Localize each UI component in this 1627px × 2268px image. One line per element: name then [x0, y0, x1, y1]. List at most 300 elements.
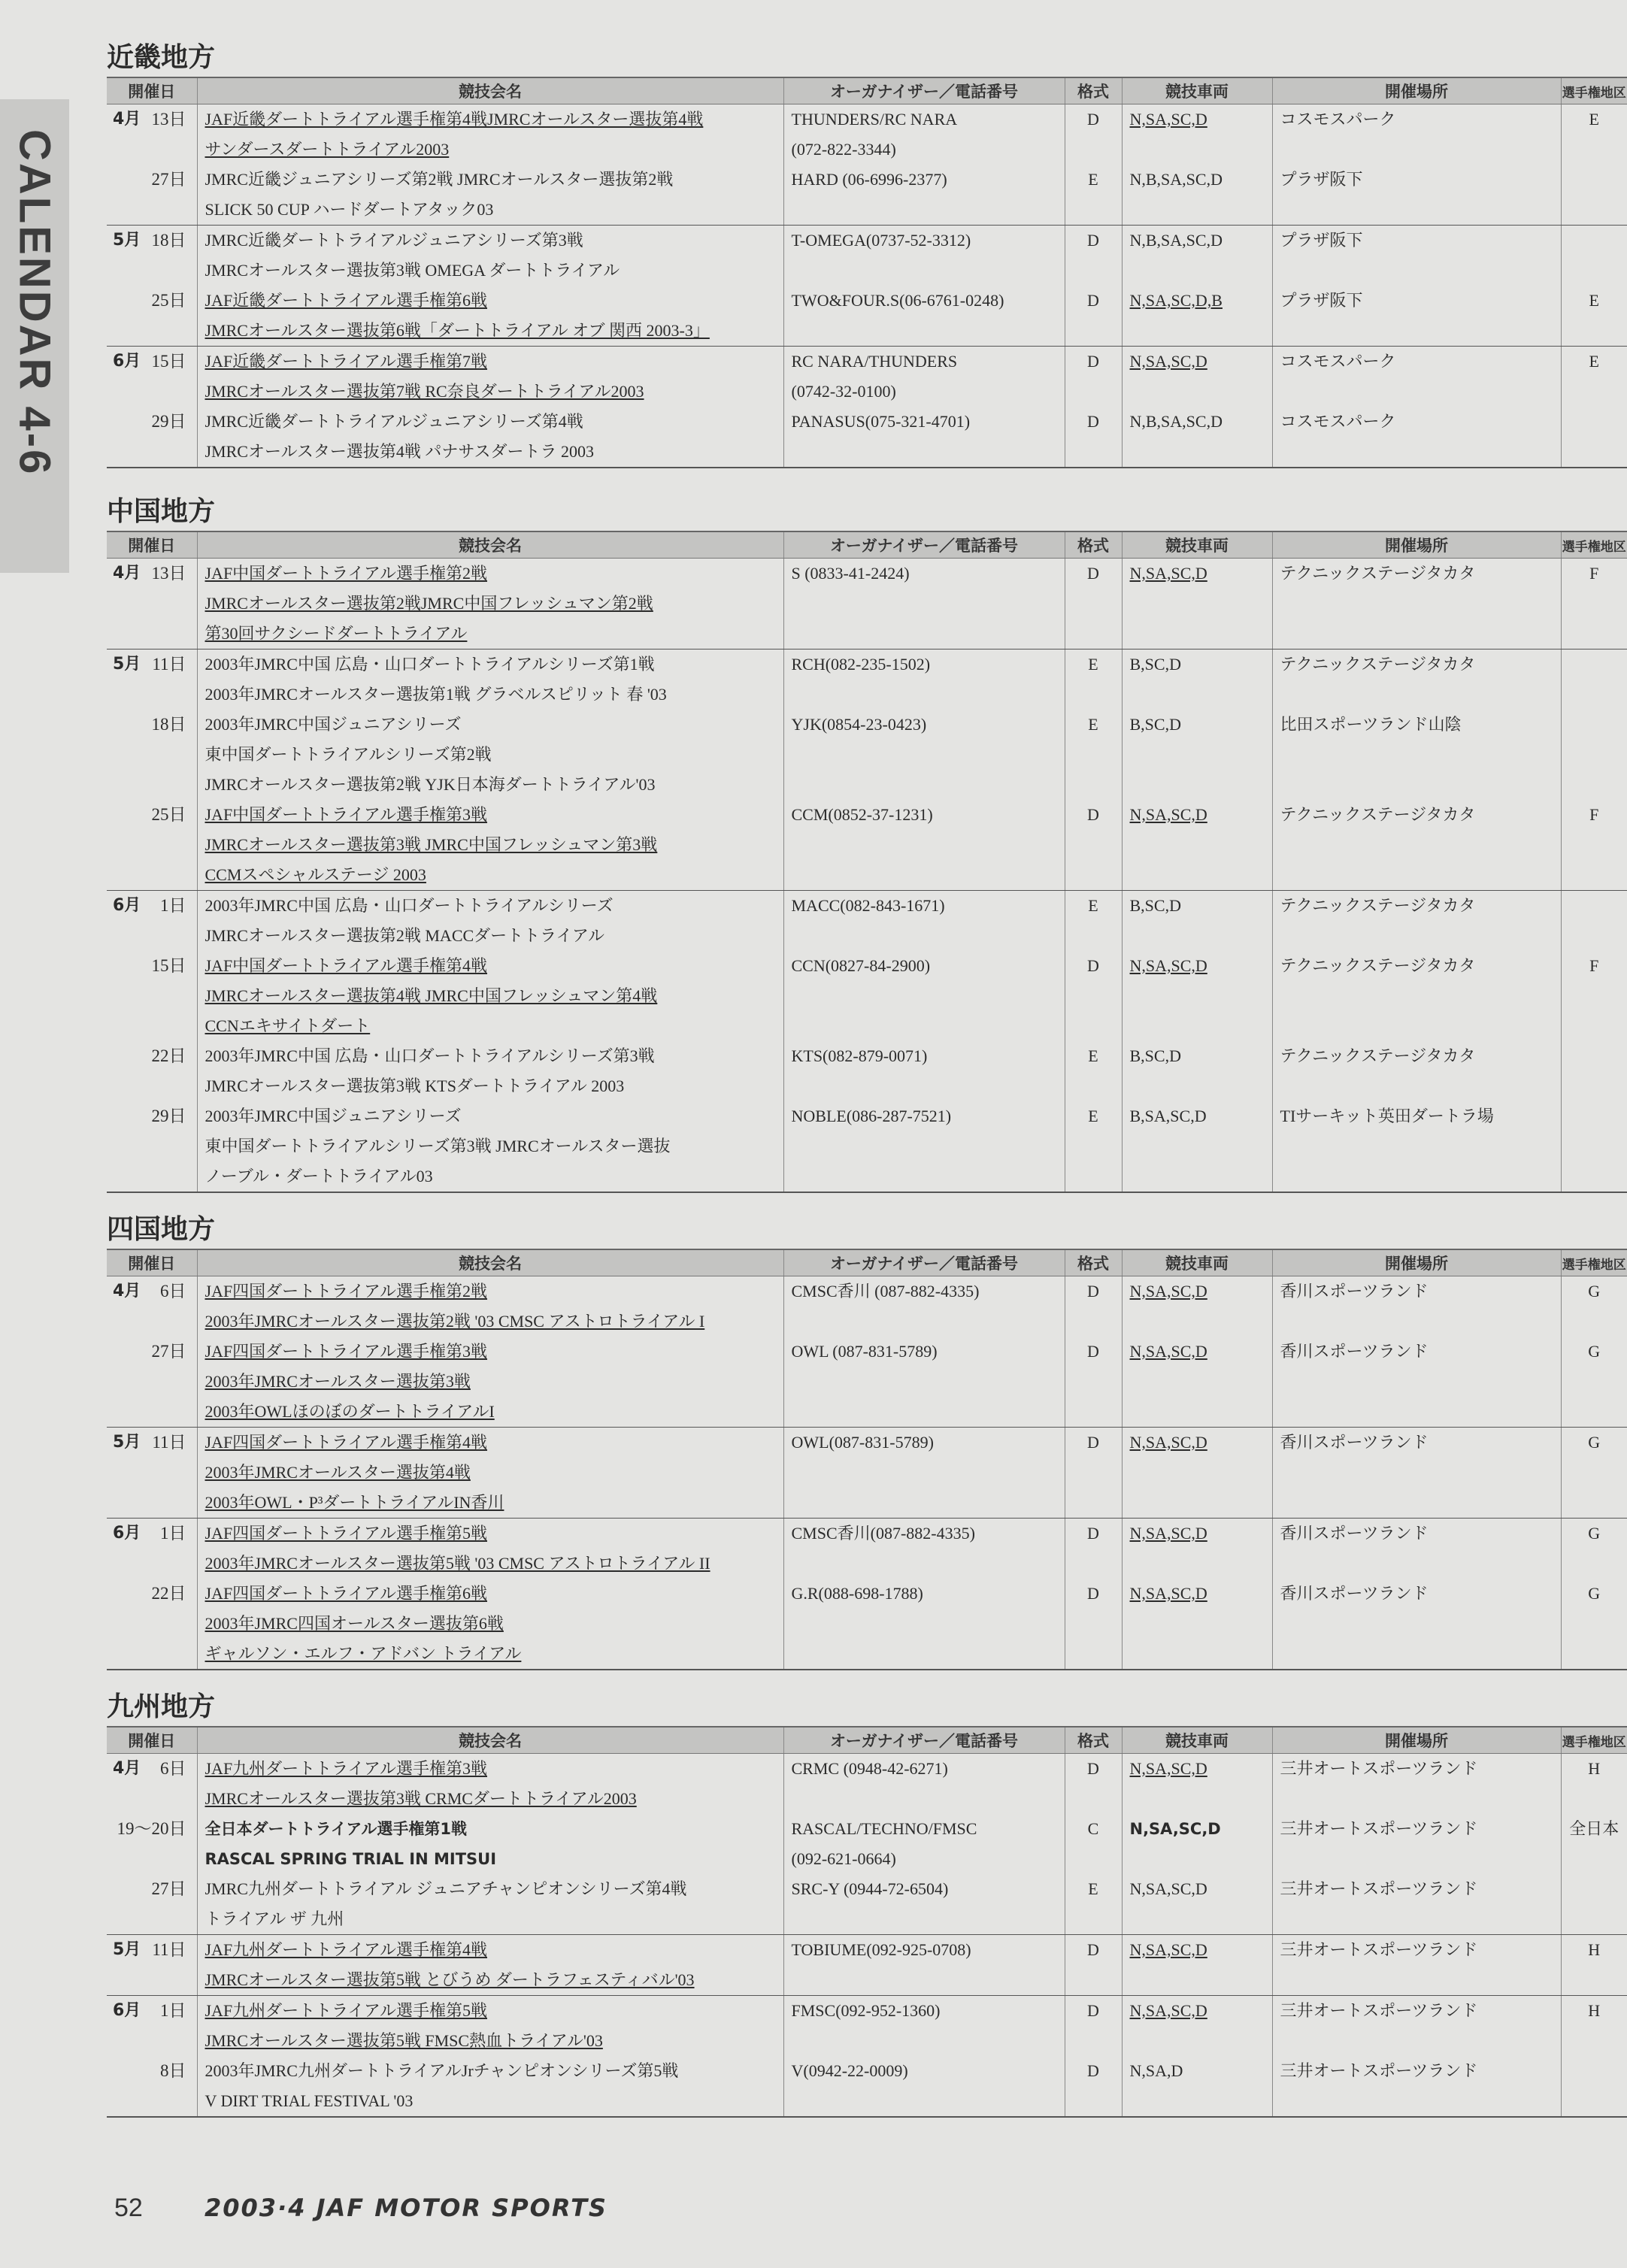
- event-name: 2003年JMRCオールスター選抜第3戦: [205, 1372, 471, 1391]
- venue-cell: [1272, 1041, 1561, 1101]
- date-cell: [107, 2056, 197, 2117]
- column-header: 開催日: [107, 1727, 197, 1754]
- event-name: 2003年JMRC九州ダートトライアルJrチャンピオンシリーズ第5戦: [205, 2061, 679, 2080]
- event-venue: コスモスパーク: [1280, 412, 1396, 431]
- table-row: [107, 951, 1627, 1041]
- event-name-cell: [197, 1428, 783, 1519]
- vehicle-classes: N,SA,D: [1129, 2061, 1183, 2080]
- event-date: [107, 347, 197, 377]
- area-cell: [1561, 891, 1627, 952]
- vehicle-classes: N,SA,SC,D: [1129, 2001, 1207, 2020]
- organizer-cell: [783, 2056, 1065, 2117]
- table-row: [107, 1337, 1627, 1428]
- venue-cell: [1272, 407, 1561, 468]
- organizer-phone: FMSC(092-952-1360): [791, 2001, 941, 2020]
- event-date: [107, 951, 197, 981]
- event-day: 1日: [160, 896, 186, 915]
- column-header: オーガナイザー／電話番号: [783, 1249, 1065, 1276]
- organizer-cell: [783, 1754, 1065, 1815]
- column-header: 選手権地区: [1561, 77, 1627, 104]
- event-name-cell: [197, 104, 783, 165]
- organizer-cell: [783, 165, 1065, 226]
- event-day: 19～20日: [117, 1819, 186, 1838]
- organizer-cell: [783, 1101, 1065, 1192]
- format-cell: [1065, 710, 1122, 800]
- event-format: D: [1087, 805, 1099, 824]
- vehicle-cell: [1122, 1814, 1272, 1874]
- vehicle-classes: N,SA,SC,D: [1129, 1342, 1207, 1361]
- event-date: [107, 2056, 197, 2086]
- event-name: JAF近畿ダートトライアル選手権第4戦JMRCオールスター選抜第4戦: [205, 110, 704, 129]
- event-date: [107, 407, 197, 437]
- organizer-phone: RCH(082-235-1502): [791, 655, 931, 674]
- vehicle-cell: [1122, 1874, 1272, 1935]
- column-header: 競技会名: [197, 531, 783, 559]
- venue-cell: [1272, 800, 1561, 891]
- event-venue: 比田スポーツランド山陰: [1280, 715, 1462, 734]
- header-row: [107, 1727, 1627, 1754]
- vehicle-cell: [1122, 347, 1272, 407]
- vehicle-classes: B,SC,D: [1129, 655, 1181, 674]
- vehicle-cell: [1122, 1935, 1272, 1996]
- event-name: JAF近畿ダートトライアル選手権第7戦: [205, 352, 487, 371]
- date-cell: [107, 1101, 197, 1192]
- region-title: 四国地方: [107, 1214, 216, 1245]
- venue-cell: [1272, 1428, 1561, 1519]
- event-month: 5月: [113, 1433, 141, 1452]
- organizer-phone: T-OMEGA(0737-52-3312): [791, 231, 971, 250]
- column-header: 競技会名: [197, 1249, 783, 1276]
- table-row: [107, 1935, 1627, 1996]
- vehicle-classes: B,SC,D: [1129, 1046, 1181, 1065]
- event-name: JMRCオールスター選抜第3戦 JMRC中国フレッシュマン第3戦: [205, 835, 658, 854]
- event-name: 2003年JMRCオールスター選抜第5戦 '03 CMSC アストロトライアル II: [205, 1554, 710, 1573]
- event-format: E: [1088, 896, 1098, 915]
- championship-area: F: [1589, 956, 1599, 975]
- event-name-cell: [197, 1754, 783, 1815]
- event-day: 15日: [151, 352, 186, 371]
- event-date: [107, 104, 197, 135]
- format-cell: [1065, 1337, 1122, 1428]
- vehicle-classes: B,SC,D: [1129, 715, 1181, 734]
- event-name: JMRCオールスター選抜第2戦 YJK日本海ダートトライアル'03: [205, 775, 656, 794]
- organizer-phone: MACC(082-843-1671): [791, 896, 945, 915]
- championship-area: 全日本: [1569, 1819, 1619, 1838]
- event-day: 13日: [151, 110, 186, 129]
- event-name: SLICK 50 CUP ハードダートアタック03: [205, 200, 494, 219]
- side-tab-label: CALENDAR 4-6: [10, 129, 59, 477]
- event-date: [107, 1874, 197, 1904]
- table-row: [107, 1996, 1627, 2057]
- vehicle-cell: [1122, 226, 1272, 286]
- event-day: 25日: [151, 291, 186, 310]
- area-cell: [1561, 1519, 1627, 1579]
- organizer-phone: (0742-32-0100): [791, 382, 896, 401]
- date-cell: [107, 286, 197, 347]
- table-row: [107, 2056, 1627, 2117]
- event-name: 2003年JMRC四国オールスター選抜第6戦: [205, 1614, 504, 1633]
- event-venue: 三井オートスポーツランド: [1280, 1819, 1478, 1838]
- event-name: ギャルソン・エルフ・アドバン トライアル: [205, 1644, 522, 1663]
- venue-cell: [1272, 1935, 1561, 1996]
- event-name: JAF九州ダートトライアル選手権第3戦: [205, 1759, 487, 1778]
- vehicle-cell: [1122, 104, 1272, 165]
- event-day: 11日: [152, 655, 186, 674]
- date-cell: [107, 1519, 197, 1579]
- header-row: [107, 77, 1627, 104]
- event-day: 6日: [160, 1282, 186, 1301]
- format-cell: [1065, 165, 1122, 226]
- event-name: 2003年JMRC中国 広島・山口ダートトライアルシリーズ第3戦: [205, 1046, 655, 1065]
- event-day: 11日: [152, 1433, 186, 1452]
- organizer-phone: PANASUS(075-321-4701): [791, 412, 971, 431]
- organizer-cell: [783, 1428, 1065, 1519]
- venue-cell: [1272, 286, 1561, 347]
- date-cell: [107, 1337, 197, 1428]
- event-name: サンダースダートトライアル2003: [205, 140, 450, 159]
- event-name: V DIRT TRIAL FESTIVAL '03: [205, 2091, 414, 2110]
- event-format: D: [1087, 1433, 1099, 1452]
- event-day: 15日: [151, 956, 186, 975]
- format-cell: [1065, 1996, 1122, 2057]
- event-month: 5月: [113, 1940, 141, 1959]
- event-name: JAF中国ダートトライアル選手権第3戦: [205, 805, 487, 824]
- event-venue: プラザ阪下: [1280, 231, 1363, 250]
- date-cell: [107, 165, 197, 226]
- column-header: オーガナイザー／電話番号: [783, 531, 1065, 559]
- column-header: 格式: [1065, 531, 1122, 559]
- organizer-phone: (072-822-3344): [791, 140, 896, 159]
- championship-area: G: [1588, 1433, 1601, 1452]
- organizer-phone: CMSC香川(087-882-4335): [791, 1524, 975, 1543]
- event-day: 11日: [152, 1940, 186, 1959]
- event-name-cell: [197, 559, 783, 650]
- date-cell: [107, 104, 197, 165]
- event-name: 2003年OWL・P³ダートトライアルIN香川: [205, 1493, 504, 1512]
- event-name-cell: [197, 1579, 783, 1670]
- column-header: 選手権地区: [1561, 1249, 1627, 1276]
- date-cell: [107, 559, 197, 650]
- venue-cell: [1272, 1519, 1561, 1579]
- event-name: 2003年JMRC中国 広島・山口ダートトライアルシリーズ第1戦: [205, 655, 655, 674]
- column-header: 選手権地区: [1561, 1727, 1627, 1754]
- event-date: [107, 559, 197, 589]
- area-cell: [1561, 1428, 1627, 1519]
- calendar-table: [107, 77, 1627, 468]
- organizer-phone: OWL (087-831-5789): [791, 1342, 938, 1361]
- header-row: [107, 1249, 1627, 1276]
- event-venue: 三井オートスポーツランド: [1280, 2001, 1478, 2020]
- event-venue: 香川スポーツランド: [1280, 1433, 1429, 1452]
- format-cell: [1065, 1814, 1122, 1874]
- format-cell: [1065, 1276, 1122, 1337]
- event-name: JAF九州ダートトライアル選手権第5戦: [205, 2001, 487, 2020]
- championship-area: E: [1589, 352, 1599, 371]
- format-cell: [1065, 559, 1122, 650]
- event-format: D: [1087, 564, 1099, 583]
- event-name: 2003年OWLほのぼのダートトライアルI: [205, 1402, 495, 1421]
- event-name-cell: [197, 891, 783, 952]
- event-venue: コスモスパーク: [1280, 352, 1396, 371]
- table-row: [107, 1428, 1627, 1519]
- event-name: JAF四国ダートトライアル選手権第4戦: [205, 1433, 487, 1452]
- event-name-cell: [197, 286, 783, 347]
- event-format: D: [1087, 110, 1099, 129]
- event-name: CCMスペシャルステージ 2003: [205, 865, 426, 884]
- event-day: 29日: [151, 1107, 186, 1125]
- event-month: 4月: [113, 1759, 141, 1778]
- event-name-cell: [197, 1874, 783, 1935]
- column-header: 開催日: [107, 1249, 197, 1276]
- header-row: [107, 531, 1627, 559]
- organizer-cell: [783, 710, 1065, 800]
- event-date: [107, 1519, 197, 1549]
- event-format: E: [1088, 170, 1098, 189]
- event-format: D: [1087, 1759, 1099, 1778]
- event-name: JMRCオールスター選抜第5戦 とびうめ ダートラフェスティバル'03: [205, 1970, 695, 1989]
- championship-area: G: [1588, 1282, 1601, 1301]
- vehicle-classes: N,SA,SC,D,B: [1129, 291, 1223, 310]
- event-name: RASCAL SPRING TRIAL IN MITSUI: [205, 1850, 497, 1868]
- table-row: [107, 226, 1627, 286]
- event-day: 1日: [160, 1524, 186, 1543]
- event-date: [107, 710, 197, 740]
- event-venue: 香川スポーツランド: [1280, 1584, 1429, 1603]
- event-date: [107, 286, 197, 316]
- venue-cell: [1272, 710, 1561, 800]
- event-date: [107, 1814, 197, 1844]
- organizer-phone: YJK(0854-23-0423): [791, 715, 927, 734]
- column-header: 格式: [1065, 1249, 1122, 1276]
- event-name: 東中国ダートトライアルシリーズ第3戦 JMRCオールスター選抜: [205, 1137, 671, 1155]
- event-name: JAF四国ダートトライアル選手権第2戦: [205, 1282, 487, 1301]
- organizer-cell: [783, 1579, 1065, 1670]
- championship-area: F: [1589, 805, 1599, 824]
- table-row: [107, 347, 1627, 407]
- event-venue: テクニックステージタカタ: [1280, 805, 1476, 824]
- event-name-cell: [197, 165, 783, 226]
- region-title: 九州地方: [107, 1691, 216, 1722]
- vehicle-classes: B,SA,SC,D: [1129, 1107, 1207, 1125]
- vehicle-classes: B,SC,D: [1129, 896, 1181, 915]
- event-name: JMRC九州ダートトライアル ジュニアチャンピオンシリーズ第4戦: [205, 1879, 687, 1898]
- vehicle-cell: [1122, 1276, 1272, 1337]
- organizer-cell: [783, 1041, 1065, 1101]
- event-date: [107, 650, 197, 680]
- event-format: D: [1087, 291, 1099, 310]
- vehicle-classes: N,SA,SC,D: [1129, 1940, 1207, 1959]
- area-cell: [1561, 2056, 1627, 2117]
- event-day: 27日: [151, 1879, 186, 1898]
- table-row: [107, 650, 1627, 710]
- page-number: 52: [114, 2194, 143, 2222]
- vehicle-classes: N,SA,SC,D: [1129, 805, 1207, 824]
- organizer-phone: V(0942-22-0009): [791, 2061, 908, 2080]
- event-day: 22日: [151, 1046, 186, 1065]
- area-cell: [1561, 710, 1627, 800]
- event-name: JMRC近畿ダートトライアルジュニアシリーズ第3戦: [205, 231, 583, 250]
- date-cell: [107, 1579, 197, 1670]
- column-header: 選手権地区: [1561, 531, 1627, 559]
- event-name: 2003年JMRC中国 広島・山口ダートトライアルシリーズ: [205, 896, 614, 915]
- event-name: トライアル ザ 九州: [205, 1909, 344, 1928]
- event-date: [107, 800, 197, 830]
- venue-cell: [1272, 2056, 1561, 2117]
- calendar-table: [107, 1726, 1627, 2118]
- column-header: 競技会名: [197, 1727, 783, 1754]
- vehicle-classes: N,SA,SC,D: [1129, 1820, 1221, 1838]
- date-cell: [107, 1874, 197, 1935]
- area-cell: [1561, 1935, 1627, 1996]
- championship-area: H: [1588, 1759, 1601, 1778]
- event-name: JMRCオールスター選抜第3戦 CRMCダートトライアル2003: [205, 1789, 637, 1808]
- vehicle-cell: [1122, 1519, 1272, 1579]
- area-cell: [1561, 650, 1627, 710]
- area-cell: [1561, 104, 1627, 165]
- event-format: C: [1087, 1819, 1099, 1838]
- vehicle-cell: [1122, 1579, 1272, 1670]
- column-header: 競技車両: [1122, 531, 1272, 559]
- event-venue: テクニックステージタカタ: [1280, 956, 1476, 975]
- event-name: ノーブル・ダートトライアル03: [205, 1167, 433, 1185]
- venue-cell: [1272, 165, 1561, 226]
- venue-cell: [1272, 951, 1561, 1041]
- event-format: E: [1088, 655, 1098, 674]
- organizer-phone: G.R(088-698-1788): [791, 1584, 923, 1603]
- event-name-cell: [197, 710, 783, 800]
- format-cell: [1065, 891, 1122, 952]
- table-row: [107, 710, 1627, 800]
- championship-area: H: [1588, 2001, 1601, 2020]
- column-header: 競技車両: [1122, 1249, 1272, 1276]
- event-name: JAF近畿ダートトライアル選手権第6戦: [205, 291, 487, 310]
- magazine-title: 2003·4 JAF MOTOR SPORTS: [205, 2194, 607, 2222]
- event-day: 27日: [151, 170, 186, 189]
- event-date: [107, 1996, 197, 2026]
- event-day: 22日: [151, 1584, 186, 1603]
- vehicle-cell: [1122, 1996, 1272, 2057]
- vehicle-cell: [1122, 891, 1272, 952]
- vehicle-classes: N,B,SA,SC,D: [1129, 412, 1223, 431]
- vehicle-cell: [1122, 710, 1272, 800]
- area-cell: [1561, 800, 1627, 891]
- area-cell: [1561, 286, 1627, 347]
- table-row: [107, 165, 1627, 226]
- event-date: [107, 1101, 197, 1131]
- event-venue: 三井オートスポーツランド: [1280, 1940, 1478, 1959]
- event-name-cell: [197, 407, 783, 468]
- event-venue: 香川スポーツランド: [1280, 1342, 1429, 1361]
- date-cell: [107, 951, 197, 1041]
- event-date: [107, 1428, 197, 1458]
- date-cell: [107, 226, 197, 286]
- table-row: [107, 1814, 1627, 1874]
- vehicle-classes: N,SA,SC,D: [1129, 110, 1207, 129]
- date-cell: [107, 710, 197, 800]
- event-date: [107, 1276, 197, 1307]
- event-day: 18日: [151, 231, 186, 250]
- event-name: JAF九州ダートトライアル選手権第4戦: [205, 1940, 487, 1959]
- date-cell: [107, 800, 197, 891]
- date-cell: [107, 347, 197, 407]
- event-format: E: [1088, 1046, 1098, 1065]
- event-date: [107, 1935, 197, 1965]
- area-cell: [1561, 951, 1627, 1041]
- event-name-cell: [197, 2056, 783, 2117]
- event-name: 第30回サクシードダートトライアル: [205, 624, 468, 643]
- venue-cell: [1272, 891, 1561, 952]
- event-venue: プラザ阪下: [1280, 291, 1363, 310]
- championship-area: E: [1589, 291, 1599, 310]
- date-cell: [107, 407, 197, 468]
- event-month: 5月: [113, 231, 141, 250]
- event-month: 4月: [113, 564, 141, 583]
- vehicle-classes: N,SA,SC,D: [1129, 956, 1207, 975]
- column-header: 競技車両: [1122, 77, 1272, 104]
- event-format: E: [1088, 1879, 1098, 1898]
- area-cell: [1561, 1041, 1627, 1101]
- event-date: [107, 1579, 197, 1609]
- organizer-phone: CCN(0827-84-2900): [791, 956, 931, 975]
- vehicle-cell: [1122, 286, 1272, 347]
- event-venue: 三井オートスポーツランド: [1280, 2061, 1478, 2080]
- championship-area: G: [1588, 1584, 1601, 1603]
- event-name: JAF四国ダートトライアル選手権第5戦: [205, 1524, 487, 1543]
- event-name: 2003年JMRC中国ジュニアシリーズ: [205, 1107, 462, 1125]
- column-header: 競技車両: [1122, 1727, 1272, 1754]
- format-cell: [1065, 104, 1122, 165]
- event-venue: テクニックステージタカタ: [1280, 1046, 1476, 1065]
- organizer-cell: [783, 1337, 1065, 1428]
- date-cell: [107, 1276, 197, 1337]
- vehicle-cell: [1122, 1754, 1272, 1815]
- format-cell: [1065, 2056, 1122, 2117]
- vehicle-cell: [1122, 559, 1272, 650]
- vehicle-classes: N,SA,SC,D: [1129, 1282, 1207, 1301]
- event-name: JAF四国ダートトライアル選手権第3戦: [205, 1342, 487, 1361]
- vehicle-cell: [1122, 800, 1272, 891]
- date-cell: [107, 650, 197, 710]
- organizer-cell: [783, 104, 1065, 165]
- format-cell: [1065, 1874, 1122, 1935]
- organizer-phone: CRMC (0948-42-6271): [791, 1759, 948, 1778]
- event-venue: テクニックステージタカタ: [1280, 564, 1476, 583]
- table-row: [107, 1579, 1627, 1670]
- format-cell: [1065, 1519, 1122, 1579]
- vehicle-classes: N,SA,SC,D: [1129, 564, 1207, 583]
- format-cell: [1065, 1428, 1122, 1519]
- organizer-cell: [783, 226, 1065, 286]
- column-header: 開催日: [107, 77, 197, 104]
- table-row: [107, 407, 1627, 468]
- table-row: [107, 1101, 1627, 1192]
- venue-cell: [1272, 559, 1561, 650]
- event-date: [107, 1337, 197, 1367]
- table-row: [107, 104, 1627, 165]
- format-cell: [1065, 1101, 1122, 1192]
- event-name-cell: [197, 650, 783, 710]
- event-name-cell: [197, 226, 783, 286]
- organizer-cell: [783, 1814, 1065, 1874]
- organizer-cell: [783, 347, 1065, 407]
- column-header: 開催場所: [1272, 1727, 1561, 1754]
- venue-cell: [1272, 104, 1561, 165]
- vehicle-classes: N,SA,SC,D: [1129, 1433, 1207, 1452]
- column-header: 開催場所: [1272, 77, 1561, 104]
- event-date: [107, 165, 197, 195]
- event-venue: プラザ阪下: [1280, 170, 1363, 189]
- vehicle-cell: [1122, 650, 1272, 710]
